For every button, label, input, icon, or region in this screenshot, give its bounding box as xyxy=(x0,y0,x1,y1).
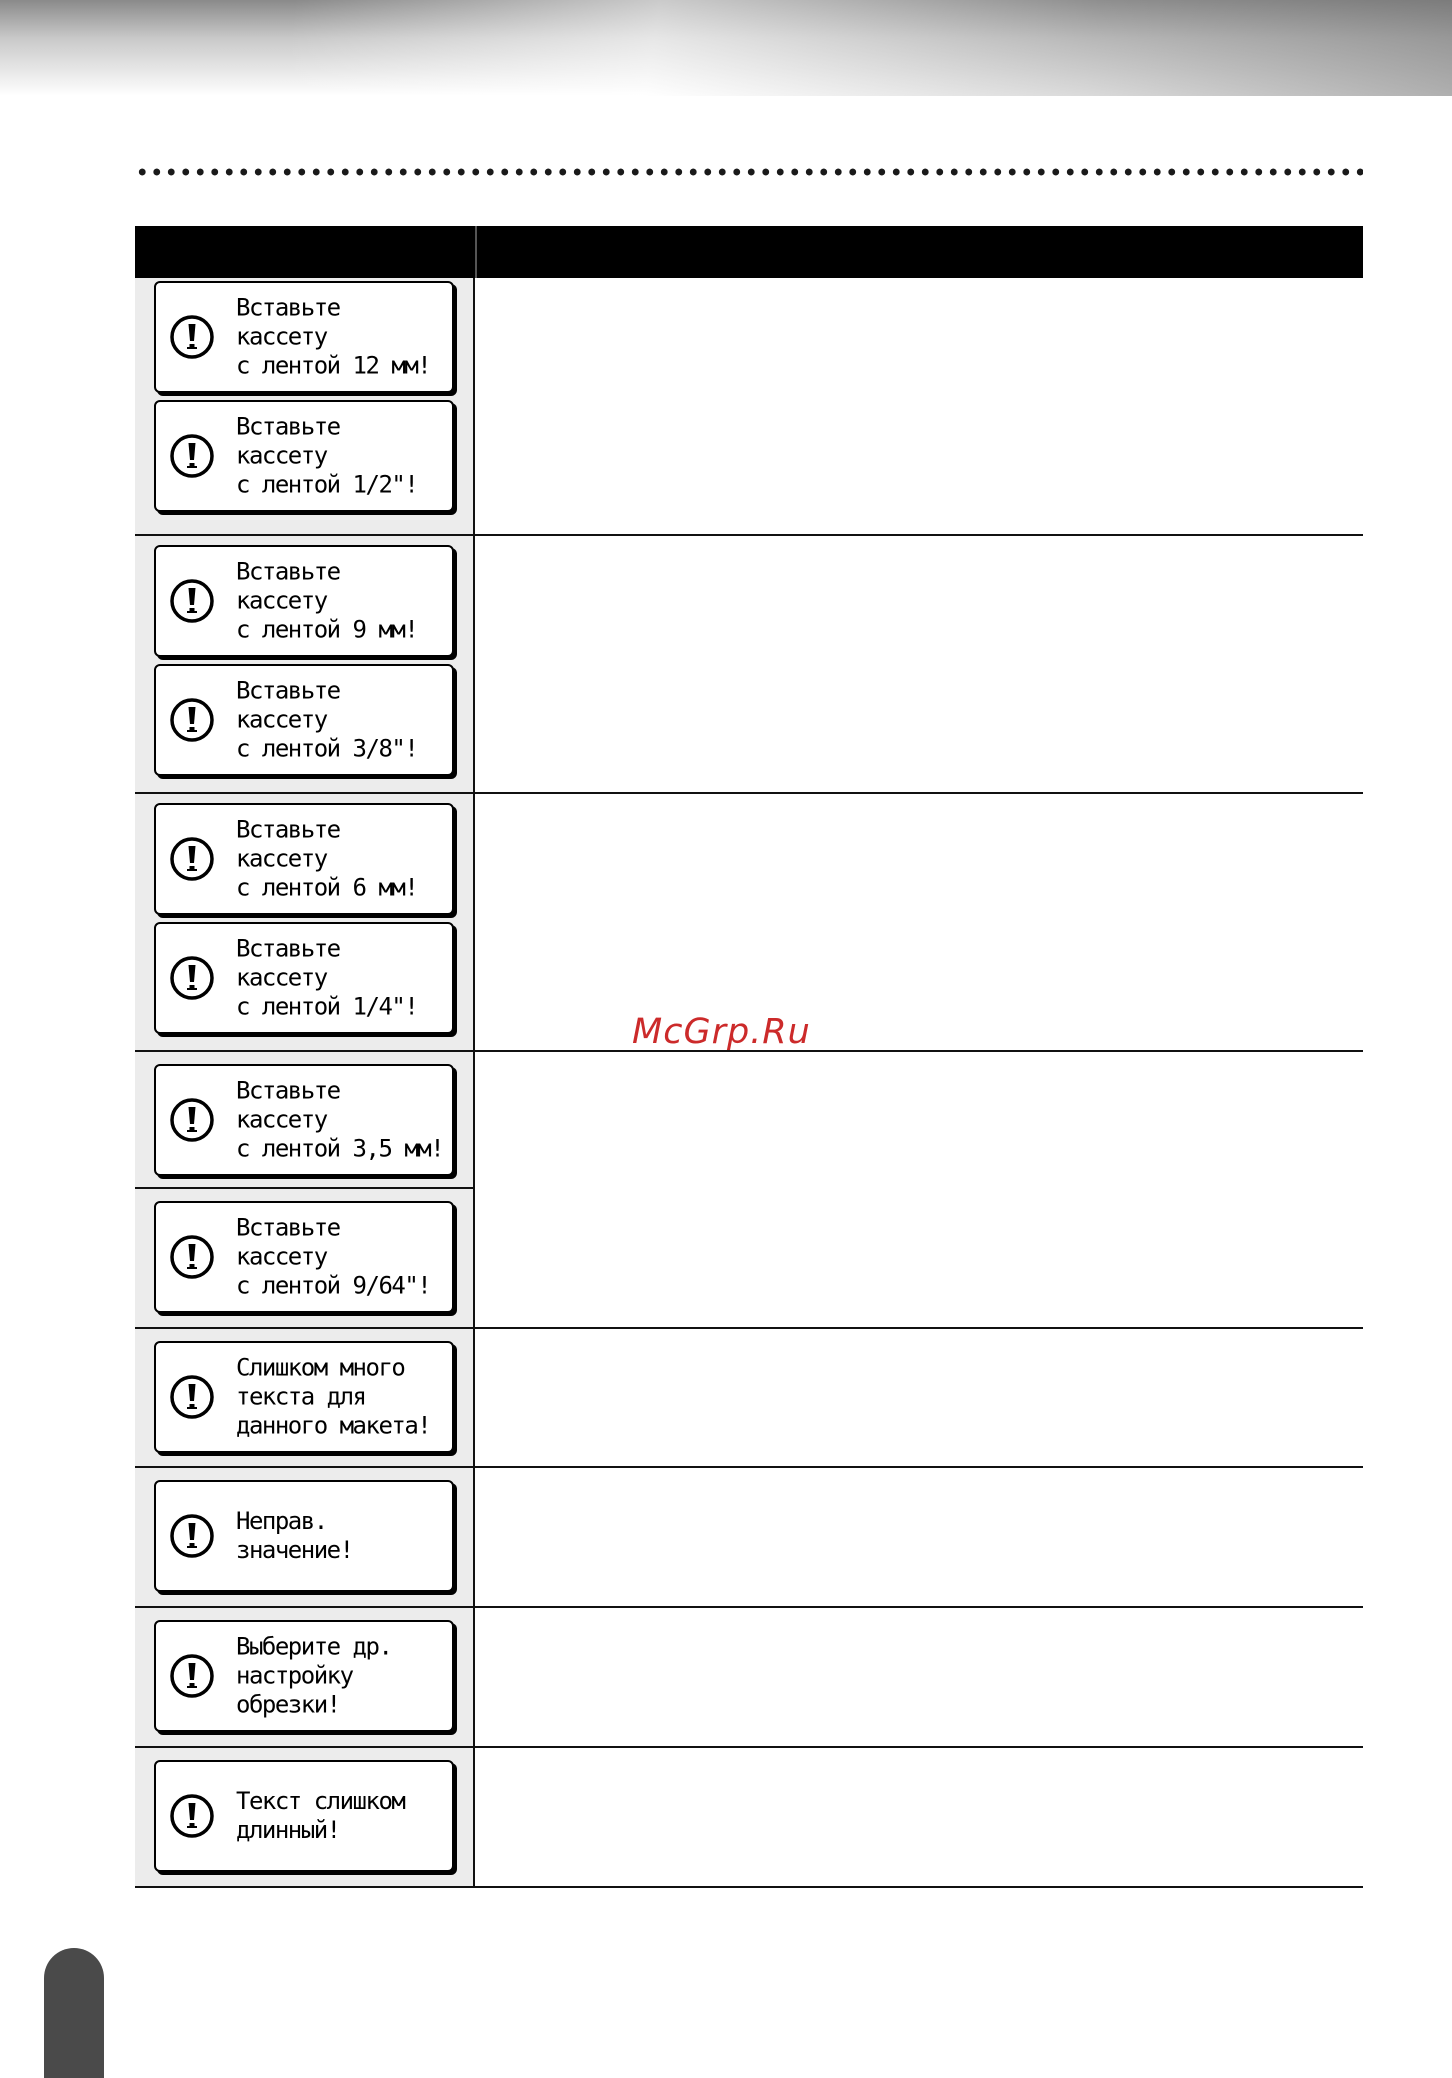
lcd-message-box xyxy=(154,803,454,915)
table-row xyxy=(135,1608,1363,1748)
lcd-message-text: Вставьте кассету с лентой 1/4"! xyxy=(236,934,418,1021)
lcd-cell xyxy=(135,1052,473,1189)
lcd-message-box xyxy=(154,1620,454,1732)
exclamation-circle-icon xyxy=(169,1793,215,1839)
lcd-cell xyxy=(135,924,473,1032)
lcd-cell xyxy=(135,1468,473,1604)
table-row xyxy=(135,536,1363,794)
lcd-message-box xyxy=(154,545,454,657)
lcd-message-box xyxy=(154,1480,454,1592)
page-side-tab xyxy=(44,1948,104,2078)
lcd-message-text: Вставьте кассету с лентой 6 мм! xyxy=(236,815,418,902)
exclamation-circle-icon xyxy=(169,1653,215,1699)
table-row xyxy=(135,1329,1363,1468)
lcd-message-text: Текст слишком длинный! xyxy=(236,1787,405,1844)
lcd-message-text: Вставьте кассету с лентой 1/2"! xyxy=(236,412,418,499)
lcd-cell xyxy=(135,278,473,396)
lcd-cell xyxy=(135,1748,473,1884)
exclamation-circle-icon xyxy=(169,1513,215,1559)
message-cell xyxy=(135,536,475,792)
table-header xyxy=(135,226,1363,278)
watermark-text: McGrp.Ru xyxy=(632,1012,811,1052)
message-cell xyxy=(135,794,475,1050)
cause-cell xyxy=(475,794,1363,1050)
cause-cell xyxy=(475,278,1363,534)
message-cell xyxy=(135,1052,475,1327)
lcd-message-box xyxy=(154,922,454,1034)
lcd-cell xyxy=(135,794,473,924)
lcd-cell xyxy=(135,1329,473,1464)
exclamation-circle-icon xyxy=(169,1374,215,1420)
table-header-cause-column xyxy=(477,226,1363,278)
cause-cell xyxy=(475,1608,1363,1746)
lcd-message-box xyxy=(154,1760,454,1872)
lcd-message-box xyxy=(154,400,454,512)
exclamation-circle-icon xyxy=(169,578,215,624)
cause-cell xyxy=(475,536,1363,792)
exclamation-circle-icon xyxy=(169,955,215,1001)
exclamation-circle-icon xyxy=(169,1097,215,1143)
exclamation-circle-icon xyxy=(169,836,215,882)
lcd-message-text: Вставьте кассету с лентой 3,5 мм! xyxy=(236,1076,444,1162)
table-header-message-column xyxy=(135,226,477,278)
lcd-message-text: Выберите др. настройку обрезки! xyxy=(236,1632,392,1719)
lcd-cell xyxy=(135,1189,473,1325)
error-message-table xyxy=(135,226,1363,1888)
lcd-message-text: Вставьте кассету с лентой 3/8"! xyxy=(236,676,418,763)
lcd-message-box xyxy=(154,281,454,393)
cause-cell xyxy=(475,1329,1363,1466)
header-banner-highlight xyxy=(0,0,1452,96)
lcd-cell xyxy=(135,396,473,516)
lcd-message-box xyxy=(154,1341,454,1453)
exclamation-circle-icon xyxy=(169,433,215,479)
lcd-cell xyxy=(135,1608,473,1744)
lcd-message-text: Неправ. значение! xyxy=(236,1507,353,1564)
lcd-message-text: Вставьте кассету с лентой 9/64"! xyxy=(236,1213,431,1300)
lcd-message-text: Вставьте кассету с лентой 12 мм! xyxy=(236,293,431,380)
lcd-message-text: Вставьте кассету с лентой 9 мм! xyxy=(236,557,418,644)
table-row xyxy=(135,1052,1363,1329)
dotted-separator xyxy=(135,167,1363,177)
message-cell xyxy=(135,1608,475,1746)
cause-cell xyxy=(475,1748,1363,1886)
exclamation-circle-icon xyxy=(169,1234,215,1280)
lcd-cell xyxy=(135,536,473,666)
cause-cell xyxy=(475,1468,1363,1606)
message-cell xyxy=(135,1748,475,1886)
lcd-cell xyxy=(135,666,473,774)
lcd-message-box xyxy=(154,664,454,776)
message-cell xyxy=(135,1329,475,1466)
cause-cell xyxy=(475,1052,1363,1327)
table-row xyxy=(135,1748,1363,1888)
lcd-message-box xyxy=(154,1064,454,1176)
message-cell xyxy=(135,278,475,534)
exclamation-circle-icon xyxy=(169,697,215,743)
table-row xyxy=(135,278,1363,536)
lcd-message-text: Слишком много текста для данного макета! xyxy=(236,1353,431,1439)
table-row xyxy=(135,1468,1363,1608)
exclamation-circle-icon xyxy=(169,314,215,360)
message-cell xyxy=(135,1468,475,1606)
lcd-message-box xyxy=(154,1201,454,1313)
